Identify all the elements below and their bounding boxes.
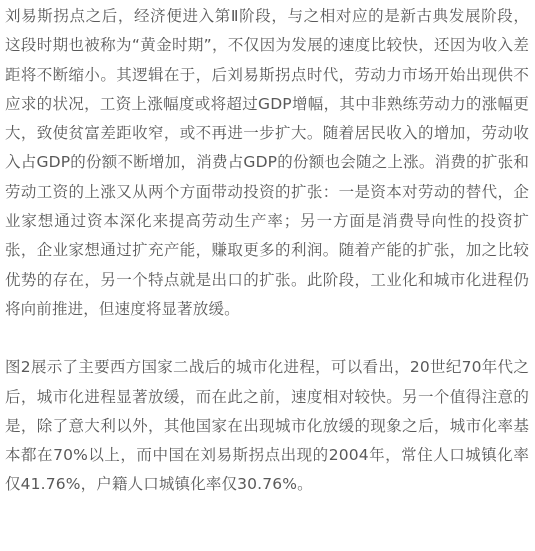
paragraph-urbanization-figure: 图2展示了主要西方国家二战后的城市化进程，可以看出，20世纪70年代之后，城市化进程显著放缓，而在此之前，速度相对较快。另一个值得注意的是，除了意大利以外，其他国家在出现城市化放缓的现象之后，城市化率基本都在70%以上，而中国在刘易斯拐点出现的2004年，常住人口城镇化率仅41.76%，户籍人口城镇化率仅30.76%。 — [5, 358, 529, 494]
paragraph-lewis-turning-point: 刘易斯拐点之后，经济便进入第Ⅱ阶段，与之相对应的是新古典发展阶段，这段时期也被称为“黄金时期”，不仅因为发展的速度比较快，还因为收入差距将不断缩小。其逻辑在于，后刘易斯拐点时代，劳动力市场开始出现供不应求的状况，工资上涨幅度或将超过GDP增幅，其中非熟练劳动力的涨幅更大，致使贫富差距收窄，或不再进一步扩大。随着居民收入的增加，劳动收入占GDP的份额不断增加，消费占GDP的份额也会随之上涨。消费的扩张和劳动工资的上涨又从两个方面带动投资的扩张：一是资本对劳动的替代，企业家想通过资本深化来提高劳动生产率；另一方面是消费导向性的投资扩张，企业家想通过扩充产能，赚取更多的利润。随着产能的扩张，加之比较优势的存在，另一个特点就是出口的扩张。此阶段，工业化和城市化进程仍将向前推进，但速度将显著放缓。 — [5, 7, 529, 318]
